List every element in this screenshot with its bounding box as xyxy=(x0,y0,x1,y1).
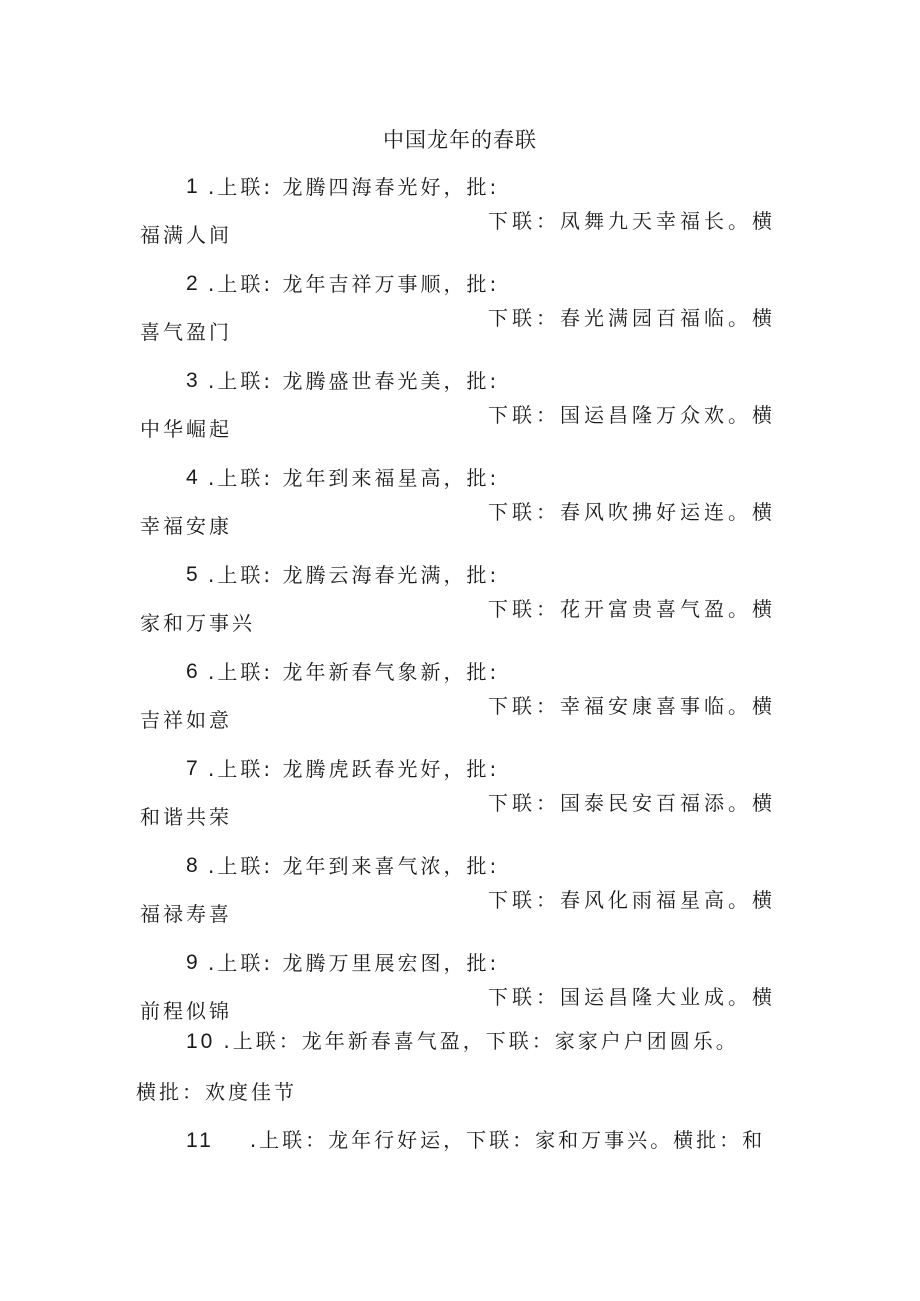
upper-couplet: .上联: 龙腾盛世春光美，批: xyxy=(208,369,500,393)
upper-couplet: .上联: 龙腾云海春光满，批: xyxy=(208,563,500,587)
horizontal-scroll-text: 福禄寿喜 xyxy=(140,902,232,926)
lower-couplet: 下联：国泰民安百福添。横 xyxy=(488,791,776,815)
item-number: 1 xyxy=(186,175,198,198)
horizontal-scroll-text: 和谐共荣 xyxy=(140,805,232,829)
horizontal-scroll-text: 福满人间 xyxy=(140,223,232,247)
couplet-item xyxy=(0,754,920,850)
couplet-item-10-continuation: 横批：欢度佳节 xyxy=(136,1080,297,1104)
upper-couplet: .上联: 龙腾万里展宏图，批: xyxy=(208,951,500,975)
couplet-item xyxy=(0,851,920,947)
couplet-item xyxy=(0,366,920,462)
horizontal-scroll-text: 前程似锦 xyxy=(140,999,232,1023)
horizontal-scroll-text: 吉祥如意 xyxy=(140,708,232,732)
horizontal-scroll-text: 幸福安康 xyxy=(140,514,232,538)
horizontal-scroll-text: 中华崛起 xyxy=(140,417,232,441)
lower-couplet: 下联：国运昌隆大业成。横 xyxy=(488,985,776,1009)
lower-couplet: 下联：春风化雨福星高。横 xyxy=(488,888,776,912)
item-number: 5 xyxy=(186,563,198,586)
item-number: 11 xyxy=(186,1129,214,1152)
item-number: 9 xyxy=(186,951,198,974)
item-number: 3 xyxy=(186,369,198,392)
lower-couplet: 下联：国运昌隆万众欢。横 xyxy=(488,403,776,427)
item-number: 8 xyxy=(186,854,198,877)
item-number: 6 xyxy=(186,660,198,683)
horizontal-scroll-text: 家和万事兴 xyxy=(140,611,255,635)
couplet-item xyxy=(0,657,920,753)
couplet-item xyxy=(0,463,920,559)
item-number: 2 xyxy=(186,272,198,295)
couplet-item xyxy=(0,172,920,268)
upper-couplet: .上联: 龙年到来喜气浓，批: xyxy=(208,854,500,878)
lower-couplet: 下联：花开富贵喜气盈。横 xyxy=(488,597,776,621)
lower-couplet: 下联：春光满园百福临。横 xyxy=(488,306,776,330)
item-number: 10 xyxy=(186,1030,216,1053)
lower-couplet: 下联：凤舞九天幸福长。横 xyxy=(488,209,776,233)
horizontal-scroll-text: 喜气盈门 xyxy=(140,320,232,344)
upper-couplet: .上联: 龙腾虎跃春光好，批: xyxy=(208,757,500,781)
lower-couplet: 下联：幸福安康喜事临。横 xyxy=(488,694,776,718)
lower-couplet: 下联：春风吹拂好运连。横 xyxy=(488,500,776,524)
document-title: 中国龙年的春联 xyxy=(383,128,537,152)
couplet-text: .上联：龙年新春喜气盈，下联：家家户户团圆乐。 xyxy=(223,1029,739,1053)
item-number: 4 xyxy=(186,466,198,489)
couplet-item-10 xyxy=(186,1026,739,1057)
couplet-item-clip xyxy=(0,948,920,1023)
couplet-text: .上联：龙年行好运，下联：家和万事兴。横批：和 xyxy=(249,1128,766,1152)
upper-couplet: .上联: 龙年到来福星高，批: xyxy=(208,466,500,490)
upper-couplet: .上联: 龙腾四海春光好，批: xyxy=(208,175,500,199)
couplet-item xyxy=(0,560,920,656)
couplet-item-11 xyxy=(186,1125,765,1156)
upper-couplet: .上联: 龙年新春气象新，批: xyxy=(208,660,500,684)
upper-couplet: .上联: 龙年吉祥万事顺，批: xyxy=(208,272,500,296)
couplet-item xyxy=(0,269,920,365)
item-number: 7 xyxy=(186,757,198,780)
